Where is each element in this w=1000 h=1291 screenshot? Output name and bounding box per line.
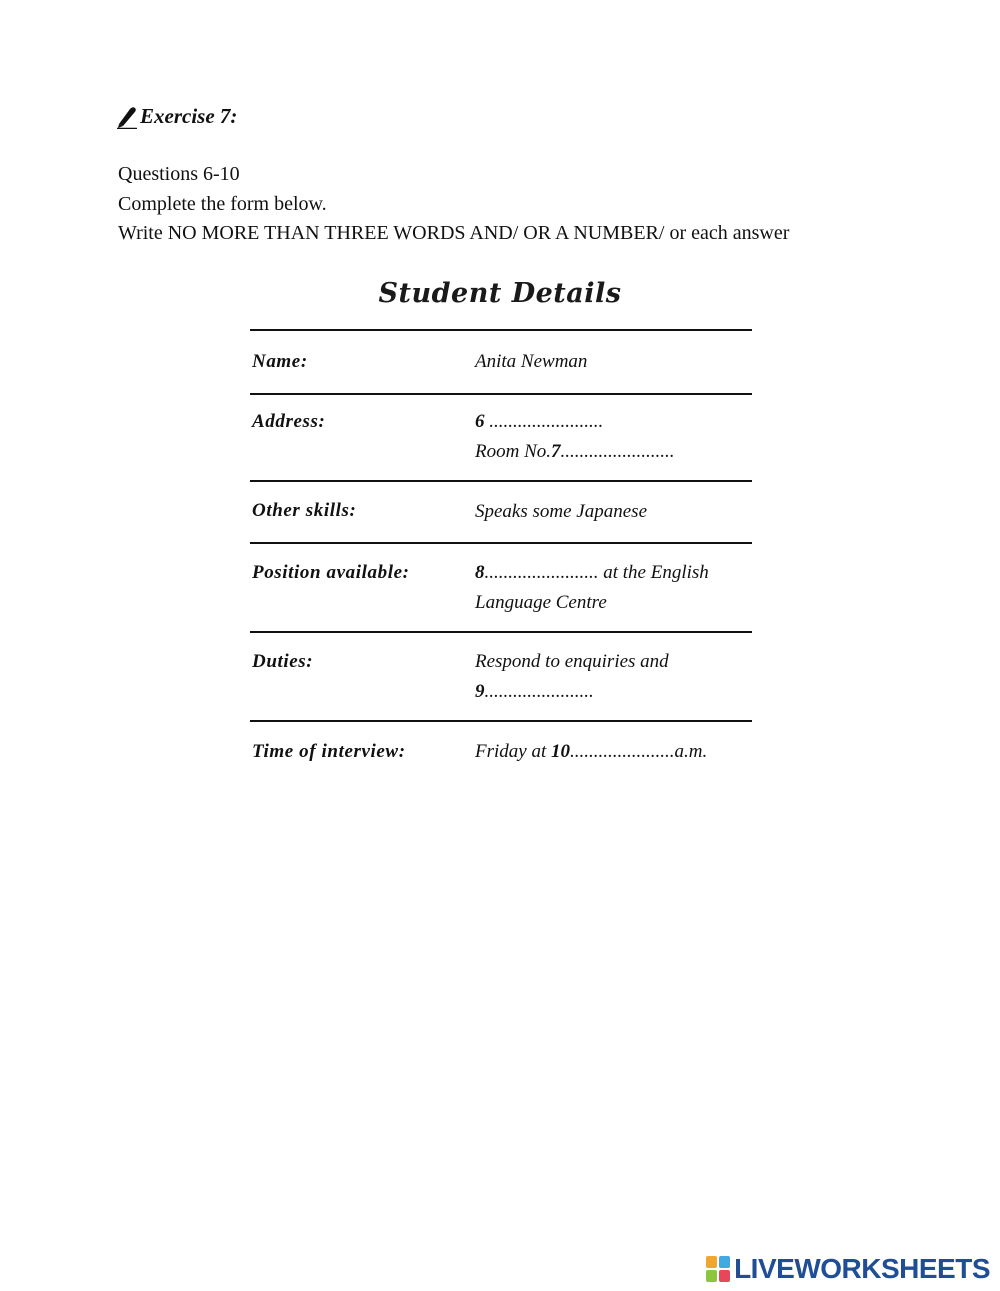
value-line bbox=[475, 437, 675, 467]
form-title: Student Details bbox=[378, 278, 622, 309]
row-label: Name: bbox=[252, 351, 308, 372]
answer-blank[interactable]: ........................ at the English bbox=[484, 562, 709, 583]
row-label: Other skills: bbox=[252, 500, 357, 521]
value-line: Speaks some Japanese bbox=[475, 501, 648, 522]
form-row-address bbox=[250, 393, 752, 480]
form-row-other-skills bbox=[250, 480, 752, 542]
form-row-position bbox=[250, 542, 752, 631]
question-number: 6 bbox=[475, 411, 485, 432]
row-value bbox=[475, 497, 647, 527]
exercise-heading bbox=[116, 104, 237, 129]
row-value bbox=[475, 407, 675, 467]
pen-icon bbox=[116, 105, 138, 129]
answer-blank[interactable]: ........................ bbox=[560, 441, 675, 462]
form-row-interview bbox=[250, 720, 752, 782]
form-row-duties bbox=[250, 631, 752, 720]
answer-blank[interactable]: ........................ bbox=[484, 411, 604, 432]
value-line: Respond to enquiries and bbox=[475, 651, 669, 672]
liveworksheets-brand[interactable] bbox=[706, 1253, 990, 1285]
row-value bbox=[475, 737, 707, 767]
value-line bbox=[475, 558, 709, 588]
value-line: Anita Newman bbox=[475, 351, 588, 372]
answer-blank[interactable]: ....................... bbox=[484, 681, 594, 702]
row-value bbox=[475, 347, 587, 377]
row-label: Duties: bbox=[252, 651, 314, 672]
brand-name: LIVEWORKSHEETS bbox=[734, 1253, 990, 1284]
row-label: Address: bbox=[252, 411, 326, 432]
value-text: Room No. bbox=[475, 441, 551, 462]
instruction-line: Write NO MORE THAN THREE WORDS AND/ OR A NUMBER/ or each answer bbox=[118, 222, 790, 244]
value-line: Language Centre bbox=[475, 592, 607, 613]
question-number: 8 bbox=[475, 562, 485, 583]
question-number: 7 bbox=[551, 441, 561, 462]
row-label: Position available: bbox=[252, 562, 410, 583]
form-row-name bbox=[250, 329, 752, 393]
row-value bbox=[475, 647, 669, 707]
value-text: Friday at bbox=[475, 741, 551, 762]
row-label: Time of interview: bbox=[252, 741, 406, 762]
value-line bbox=[475, 677, 669, 707]
instruction-line: Questions 6-10 bbox=[118, 163, 240, 185]
row-value bbox=[475, 558, 709, 618]
instruction-line: Complete the form below. bbox=[118, 192, 327, 215]
liveworksheets-logo-icon bbox=[706, 1256, 730, 1282]
student-details-form bbox=[250, 329, 752, 782]
value-line bbox=[475, 737, 707, 767]
question-number: 10 bbox=[551, 741, 570, 762]
instructions bbox=[118, 160, 789, 249]
question-number: 9 bbox=[475, 681, 485, 702]
value-line bbox=[475, 407, 675, 437]
answer-blank[interactable]: ......................a.m. bbox=[570, 741, 708, 762]
exercise-title: Exercise 7: bbox=[140, 104, 238, 128]
